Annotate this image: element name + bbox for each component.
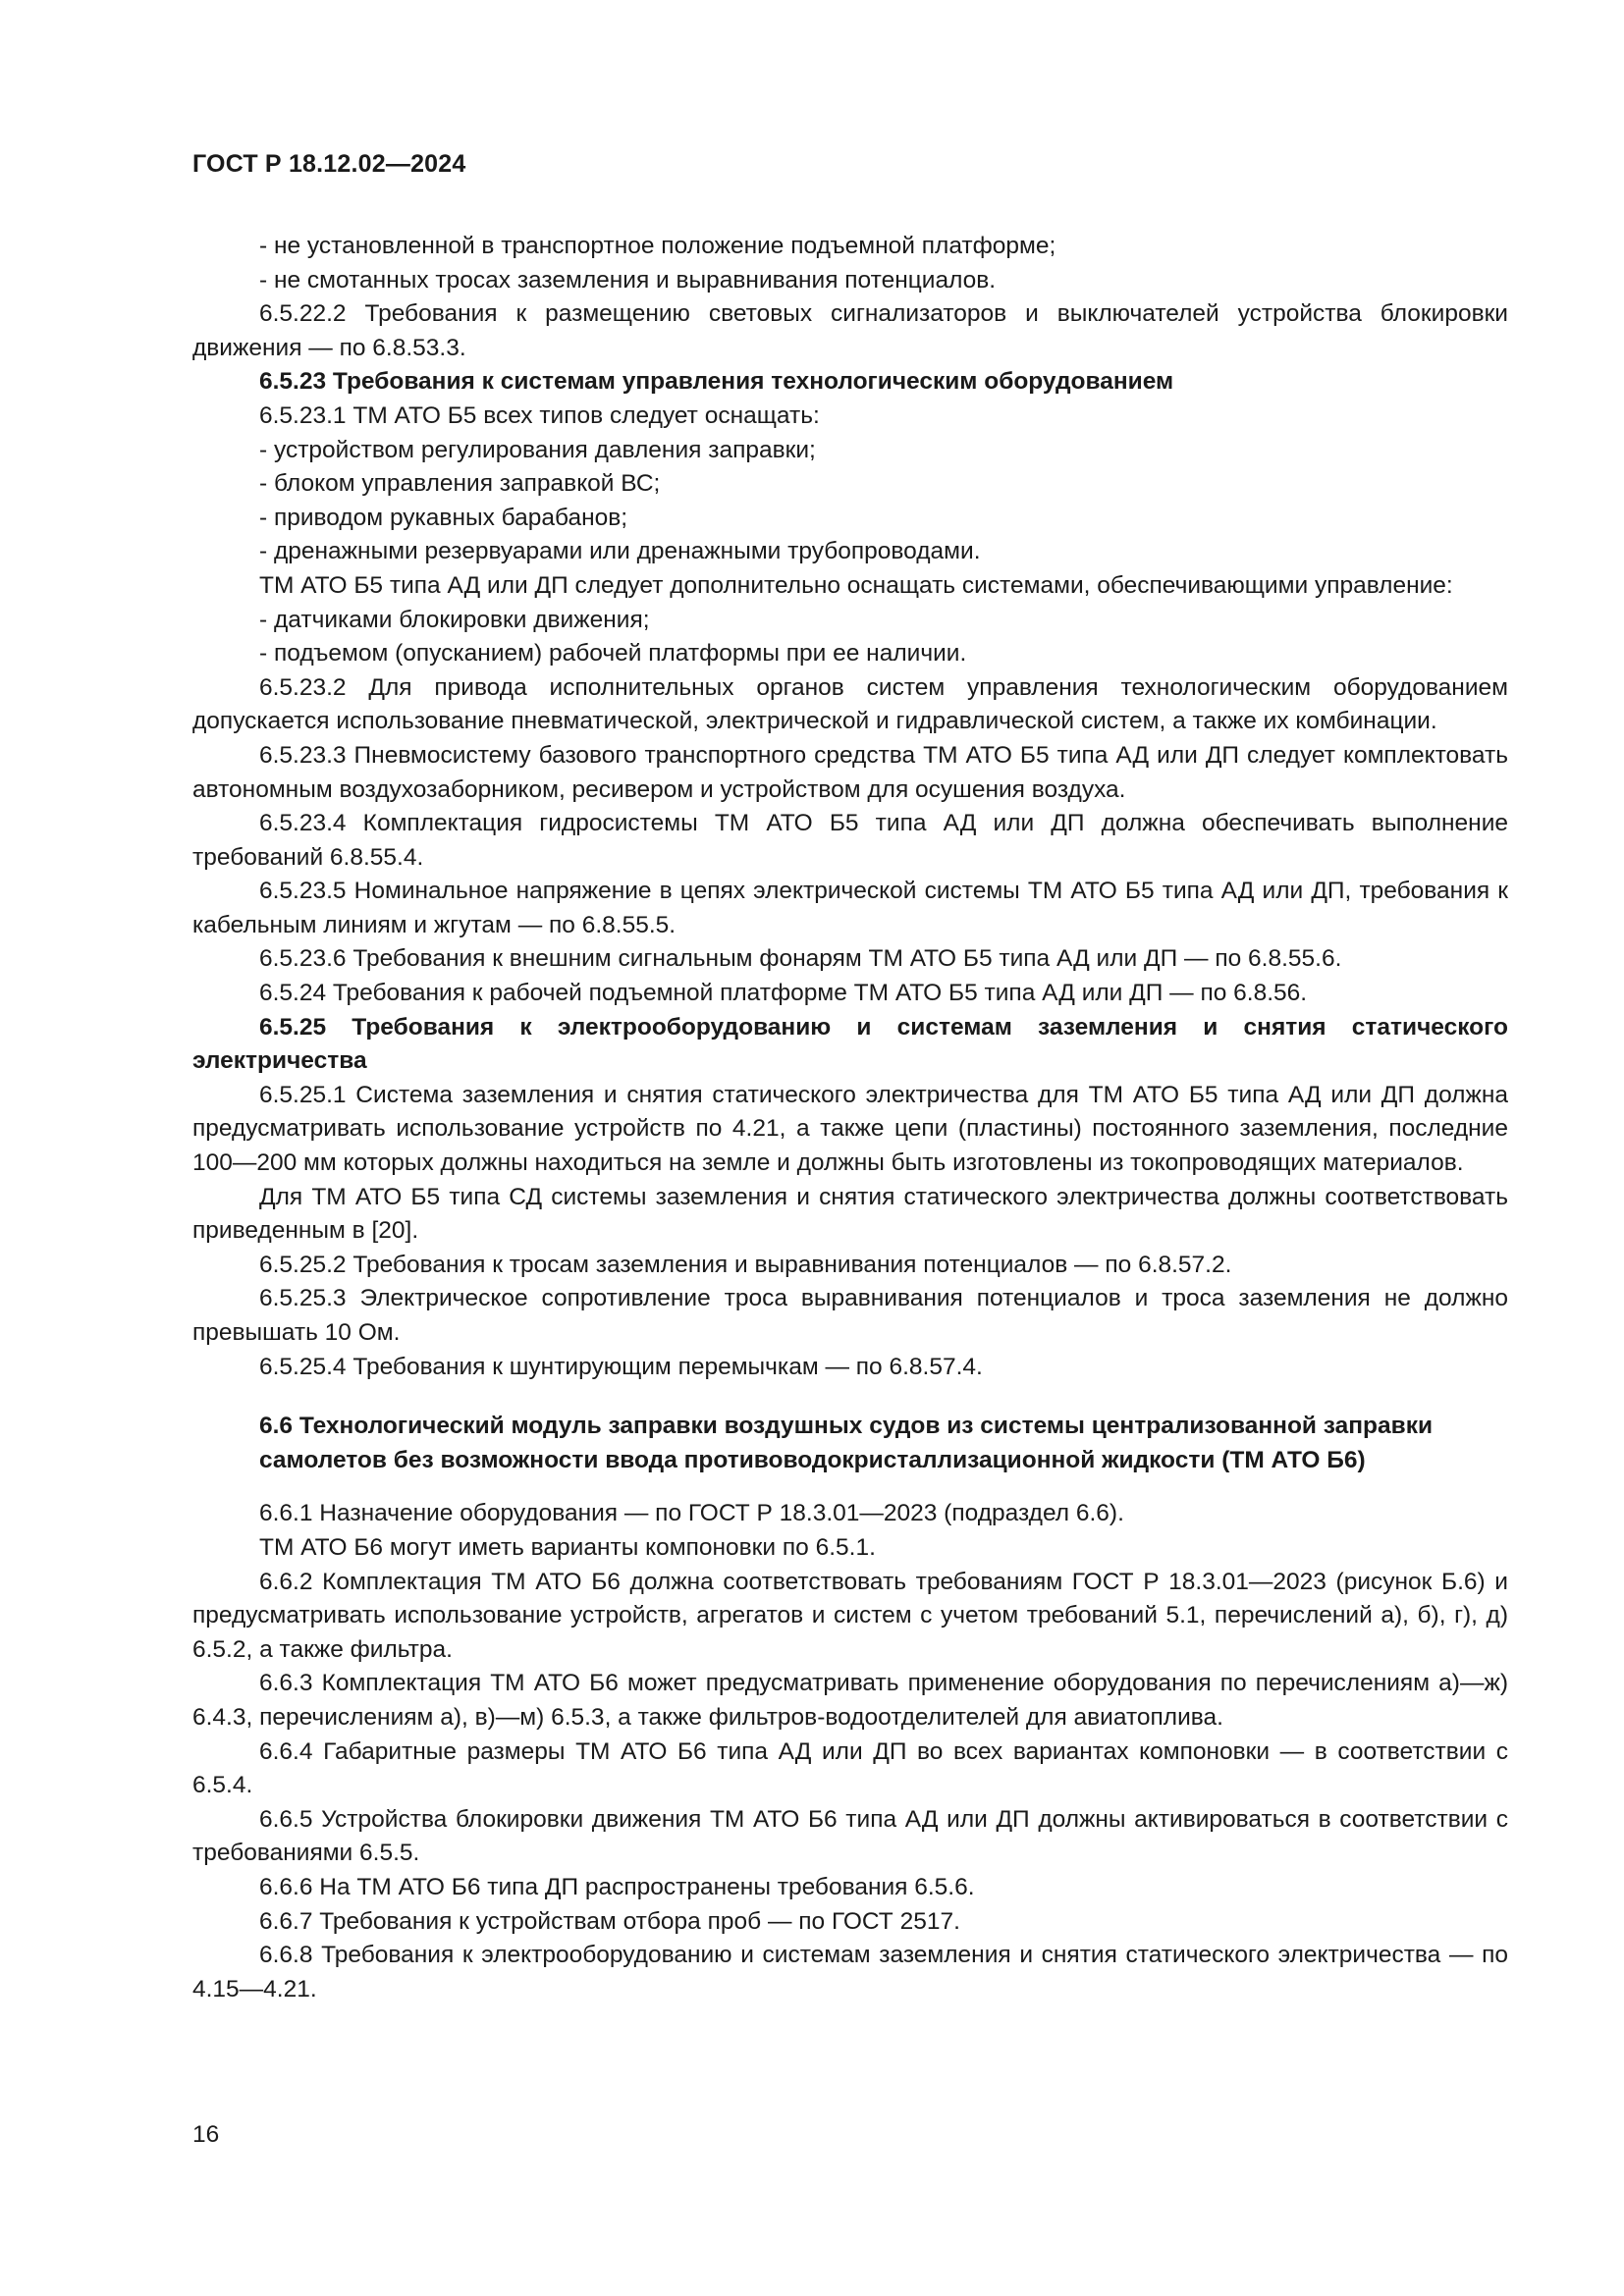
paragraph: 6.6.2 Комплектация ТМ АТО Б6 должна соответствовать требованиям ГОСТ Р 18.3.01—2023 (рисунок Б.6) и предусматривать использование устройств, агрегатов и систем с учетом требований 5.1, перечислений а), б), г), д) 6.5.2, а также фильтра. [192, 1568, 1508, 1663]
paragraph: 6.6.4 Габаритные размеры ТМ АТО Б6 типа АД или ДП во всех вариантах компоновки — в соответствии с 6.5.4. [192, 1737, 1508, 1799]
clause-heading: 6.5.23 Требования к системам управления технологическим оборудованием [259, 368, 1174, 396]
paragraph: 6.5.25.1 Система заземления и снятия статического электричества для ТМ АТО Б5 типа АД или ДП должна предусматривать использование устройств по 4.21, а также цепи (пластины) постоянного заземления, последние 100—200 мм которых должны находиться на земле и должны быть изготовлены из токопроводящих материалов. [192, 1081, 1508, 1177]
paragraph: 6.5.23.4 Комплектация гидросистемы ТМ АТО Б5 типа АД или ДП должна обеспечивать выполнение требований 6.8.55.4. [192, 810, 1508, 871]
list-item: - подъемом (опусканием) рабочей платформы при ее наличии. [259, 640, 967, 667]
paragraph: 6.5.23.1 ТМ АТО Б5 всех типов следует оснащать: [259, 401, 820, 429]
paragraph: 6.6.8 Требования к электрооборудованию и системам заземления и снятия статического электричества — по 4.15—4.21. [192, 1942, 1508, 2002]
list-item: - не смотанных тросах заземления и выравнивания потенциалов. [259, 266, 997, 294]
list-item: - устройством регулирования давления заправки; [259, 436, 816, 463]
paragraph: 6.5.23.5 Номинальное напряжение в цепях электрической системы ТМ АТО Б5 типа АД или ДП, требования к кабельным линиям и жгутам — по 6.8.55.5. [192, 878, 1508, 938]
paragraph: 6.5.24 Требования к рабочей подъемной платформе ТМ АТО Б5 типа АД или ДП — по 6.8.56. [259, 980, 1308, 1007]
paragraph: 6.5.23.3 Пневмосистему базового транспортного средства ТМ АТО Б5 типа АД или ДП следует комплектовать автономным воздухозаборником, ресивером и устройством для осушения воздуха. [192, 741, 1508, 803]
paragraph: 6.6.3 Комплектация ТМ АТО Б6 может предусматривать применение оборудования по перечислениям а)—ж) 6.4.3, перечислениям а), в)—м) 6.5.3, а также фильтров-водоотделителей для авиатоплива. [192, 1670, 1508, 1731]
list-item: - приводом рукавных барабанов; [259, 504, 628, 531]
standard-designation: ГОСТ Р 18.12.02—2024 [192, 150, 466, 178]
document-body [192, 230, 1508, 2006]
section-heading: 6.6 Технологический модуль заправки воздушных судов из системы централизованной заправки самолетов без возможности ввода противоводокристаллизационной жидкости (ТМ АТО Б6) [259, 1413, 1434, 1473]
paragraph: 6.5.25.2 Требования к тросам заземления и выравнивания потенциалов — по 6.8.57.2. [259, 1251, 1232, 1278]
paragraph: 6.6.1 Назначение оборудования — по ГОСТ Р 18.3.01—2023 (подраздел 6.6). [259, 1500, 1124, 1527]
list-item: - датчиками блокировки движения; [259, 606, 650, 633]
list-item: - дренажными резервуарами или дренажными трубопроводами. [259, 538, 981, 565]
paragraph: 6.5.25.3 Электрическое сопротивление троса выравнивания потенциалов и троса заземления не должно превышать 10 Ом. [192, 1285, 1508, 1346]
paragraph: 6.6.7 Требования к устройствам отбора проб — по ГОСТ 2517. [259, 1907, 960, 1935]
paragraph: 6.6.5 Устройства блокировки движения ТМ АТО Б6 типа АД или ДП должны активироваться в соответствии с требованиями 6.5.5. [192, 1805, 1508, 1867]
paragraph: 6.5.22.2 Требования к размещению световых сигнализаторов и выключателей устройства блокировки движения — по 6.8.53.3. [192, 300, 1508, 361]
paragraph: 6.5.25.4 Требования к шунтирующим перемычкам — по 6.8.57.4. [259, 1353, 983, 1380]
paragraph: 6.6.6 На ТМ АТО Б6 типа ДП распространены требования 6.5.6. [259, 1873, 975, 1900]
clause-heading: 6.5.25 Требования к электрооборудованию и системам заземления и снятия статического электричества [192, 1013, 1508, 1075]
page-number: 16 [192, 2121, 220, 2148]
list-item: - не установленной в транспортное положение подъемной платформе; [259, 233, 1056, 259]
paragraph: 6.5.23.6 Требования к внешним сигнальным фонарям ТМ АТО Б5 типа АД или ДП — по 6.8.55.6. [259, 945, 1342, 973]
paragraph: ТМ АТО Б5 типа АД или ДП следует дополнительно оснащать системами, обеспечивающими управление: [259, 571, 1453, 599]
paragraph: 6.5.23.2 Для привода исполнительных органов систем управления технологическим оборудованием допускается использование пневматической, электрической и гидравлической систем, а также их комбинации. [192, 673, 1508, 735]
list-item: - блоком управления заправкой ВС; [259, 470, 661, 498]
paragraph: ТМ АТО Б6 могут иметь варианты компоновки по 6.5.1. [259, 1533, 876, 1561]
paragraph: Для ТМ АТО Б5 типа СД системы заземления и снятия статического электричества должны соответствовать приведенным в [20]. [192, 1183, 1508, 1245]
